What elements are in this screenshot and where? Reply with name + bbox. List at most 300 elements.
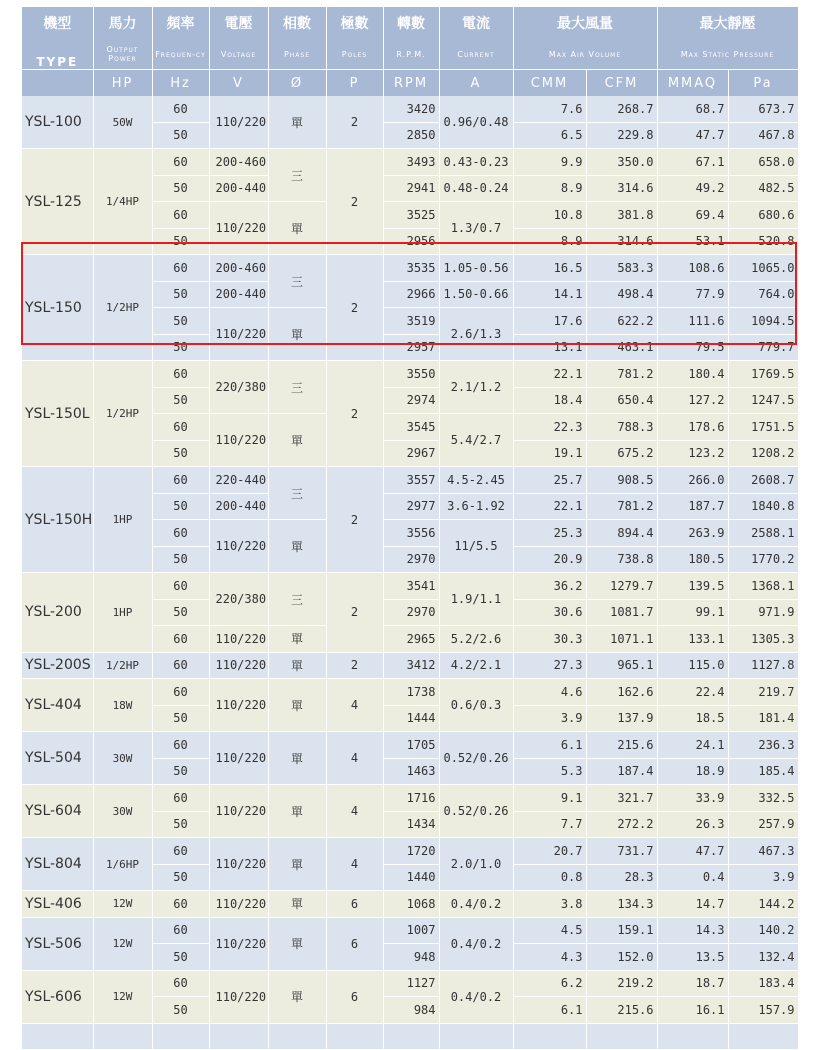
- pressure-pa: 1094.5: [728, 308, 798, 335]
- rpm: 2974: [383, 387, 439, 414]
- output-power: 1HP: [93, 573, 152, 653]
- frequency: 50: [152, 997, 209, 1024]
- phase: 單: [268, 202, 326, 255]
- rpm: 2941: [383, 175, 439, 202]
- poles: 6: [326, 970, 383, 1023]
- frequency: 60: [152, 361, 209, 388]
- model-group: [22, 679, 798, 732]
- rpm: 1127: [383, 970, 439, 997]
- current: [439, 1023, 513, 1050]
- rpm: 3412: [383, 652, 439, 679]
- pressure-pa: 140.2: [728, 917, 798, 944]
- table-row: [22, 467, 798, 494]
- model-group: [22, 361, 798, 467]
- voltage: 110/220: [209, 838, 268, 891]
- frequency: 60: [152, 255, 209, 282]
- air-cfm: 731.7: [586, 838, 657, 865]
- model-name: YSL-125: [22, 149, 93, 255]
- pressure-mmaq: 13.5: [657, 944, 728, 971]
- current: 0.6/0.3: [439, 679, 513, 732]
- rpm: 2970: [383, 546, 439, 573]
- model-group: [22, 838, 798, 891]
- pressure-mmaq: 111.6: [657, 308, 728, 335]
- pressure-pa: 1840.8: [728, 493, 798, 520]
- air-cmm: 8.9: [513, 228, 586, 255]
- model-name: [22, 1023, 93, 1050]
- frequency: 50: [152, 308, 209, 335]
- model-group: [22, 573, 798, 653]
- header-pressure-en: Max Static Pressure: [657, 39, 798, 69]
- air-cfm: 314.6: [586, 175, 657, 202]
- air-cmm: 22.1: [513, 361, 586, 388]
- rpm: 3545: [383, 414, 439, 441]
- air-cfm: 268.7: [586, 96, 657, 122]
- air-cmm: 7.7: [513, 811, 586, 838]
- pressure-pa: 144.2: [728, 891, 798, 918]
- rpm: 3535: [383, 255, 439, 282]
- air-cfm: 134.3: [586, 891, 657, 918]
- pressure-pa: 1769.5: [728, 361, 798, 388]
- voltage: 110/220: [209, 96, 268, 149]
- pressure-mmaq: 14.3: [657, 917, 728, 944]
- pressure-pa: 2588.1: [728, 520, 798, 547]
- output-power: 12W: [93, 970, 152, 1023]
- current: 1.50-0.66: [439, 281, 513, 308]
- table-row: [22, 970, 798, 997]
- pressure-mmaq: 127.2: [657, 387, 728, 414]
- header-type: 機型 TYPE: [22, 7, 93, 70]
- model-group: [22, 96, 798, 149]
- header-current-cn: 電流: [439, 7, 513, 39]
- current: 0.96/0.48: [439, 96, 513, 149]
- current: 2.6/1.3: [439, 308, 513, 361]
- frequency: 60: [152, 970, 209, 997]
- air-cmm: 19.1: [513, 440, 586, 467]
- voltage: 200-440: [209, 175, 268, 202]
- pressure-pa: 680.6: [728, 202, 798, 229]
- model-group: [22, 255, 798, 361]
- poles: 2: [326, 573, 383, 653]
- rpm: 2967: [383, 440, 439, 467]
- output-power: 18W: [93, 679, 152, 732]
- frequency: 50: [152, 811, 209, 838]
- air-cfm: 498.4: [586, 281, 657, 308]
- frequency: 60: [152, 652, 209, 679]
- pressure-mmaq: 180.5: [657, 546, 728, 573]
- current: 3.6-1.92: [439, 493, 513, 520]
- voltage: 220/380: [209, 361, 268, 414]
- frequency: 60: [152, 917, 209, 944]
- air-cfm: 1279.7: [586, 573, 657, 600]
- air-cmm: 22.3: [513, 414, 586, 441]
- header-rpm-unit: RPM: [383, 70, 439, 97]
- rpm: 1463: [383, 758, 439, 785]
- pressure-pa: 520.8: [728, 228, 798, 255]
- poles: [326, 1023, 383, 1050]
- header-freq-unit: Hz: [152, 70, 209, 97]
- current: 0.4/0.2: [439, 970, 513, 1023]
- poles: 4: [326, 838, 383, 891]
- air-cmm: 16.5: [513, 255, 586, 282]
- model-name: YSL-150: [22, 255, 93, 361]
- table-row: [22, 149, 798, 176]
- current: 1.9/1.1: [439, 573, 513, 626]
- poles: 6: [326, 917, 383, 970]
- air-cfm: 463.1: [586, 334, 657, 361]
- current: 0.43-0.23: [439, 149, 513, 176]
- header-pressure-cn: 最大靜壓: [657, 7, 798, 39]
- rpm: 2966: [383, 281, 439, 308]
- poles: 2: [326, 467, 383, 573]
- pressure-pa: 467.8: [728, 122, 798, 149]
- rpm: 1440: [383, 864, 439, 891]
- air-cmm: 4.6: [513, 679, 586, 706]
- current: 0.52/0.26: [439, 785, 513, 838]
- air-cmm: 6.2: [513, 970, 586, 997]
- rpm: 2965: [383, 626, 439, 653]
- output-power: 50W: [93, 96, 152, 149]
- pressure-mmaq: 49.2: [657, 175, 728, 202]
- header-power-en: Output Power: [93, 39, 152, 69]
- rpm: 3519: [383, 308, 439, 335]
- air-cfm: 229.8: [586, 122, 657, 149]
- voltage: 220/380: [209, 573, 268, 626]
- air-cmm: 20.7: [513, 838, 586, 865]
- pressure-mmaq: 16.1: [657, 997, 728, 1024]
- pressure-mmaq: 77.9: [657, 281, 728, 308]
- voltage: 200-460: [209, 255, 268, 282]
- table-row: [22, 1023, 798, 1050]
- model-name: YSL-150H: [22, 467, 93, 573]
- rpm: 3420: [383, 96, 439, 122]
- frequency: 60: [152, 149, 209, 176]
- model-name: YSL-404: [22, 679, 93, 732]
- rpm: 3493: [383, 149, 439, 176]
- phase: 單: [268, 838, 326, 891]
- current: 0.4/0.2: [439, 891, 513, 918]
- air-cmm: 18.4: [513, 387, 586, 414]
- frequency: 60: [152, 838, 209, 865]
- air-cfm: 215.6: [586, 997, 657, 1024]
- pressure-pa: 1770.2: [728, 546, 798, 573]
- header-phase-en: Phase: [268, 39, 326, 69]
- poles: 4: [326, 785, 383, 838]
- voltage: 200-440: [209, 281, 268, 308]
- phase: 三: [268, 149, 326, 202]
- pressure-pa: 1247.5: [728, 387, 798, 414]
- air-cfm: 381.8: [586, 202, 657, 229]
- pressure-mmaq: 180.4: [657, 361, 728, 388]
- pressure-mmaq: 133.1: [657, 626, 728, 653]
- pressure-pa: 3.9: [728, 864, 798, 891]
- air-cfm: 321.7: [586, 785, 657, 812]
- model-name: YSL-200: [22, 573, 93, 653]
- frequency: 50: [152, 122, 209, 149]
- current: 2.0/1.0: [439, 838, 513, 891]
- frequency: 60: [152, 732, 209, 759]
- pressure-mmaq: 47.7: [657, 838, 728, 865]
- poles: 4: [326, 679, 383, 732]
- pressure-pa: 658.0: [728, 149, 798, 176]
- output-power: [93, 1023, 152, 1050]
- model-name: YSL-506: [22, 917, 93, 970]
- pressure-pa: 132.4: [728, 944, 798, 971]
- rpm: 3525: [383, 202, 439, 229]
- pressure-pa: 1208.2: [728, 440, 798, 467]
- voltage: 110/220: [209, 202, 268, 255]
- header-cfm-unit: CFM: [586, 70, 657, 97]
- voltage: 110/220: [209, 970, 268, 1023]
- pressure-mmaq: 47.7: [657, 122, 728, 149]
- rpm: 1444: [383, 705, 439, 732]
- output-power: 1HP: [93, 467, 152, 573]
- model-group: [22, 917, 798, 970]
- phase: [268, 1023, 326, 1050]
- pressure-mmaq: 18.9: [657, 758, 728, 785]
- header-power-cn: 馬力: [93, 7, 152, 39]
- pressure-mmaq: 79.5: [657, 334, 728, 361]
- model-name: YSL-100: [22, 96, 93, 149]
- pressure-pa: 181.4: [728, 705, 798, 732]
- air-cmm: 7.6: [513, 96, 586, 122]
- model-name: YSL-150L: [22, 361, 93, 467]
- phase: 單: [268, 679, 326, 732]
- current: 5.4/2.7: [439, 414, 513, 467]
- current: 1.3/0.7: [439, 202, 513, 255]
- pressure-mmaq: 266.0: [657, 467, 728, 494]
- voltage: 110/220: [209, 891, 268, 918]
- frequency: 60: [152, 785, 209, 812]
- header-phase-cn: 相數: [268, 7, 326, 39]
- header-type-blank: [22, 70, 93, 97]
- phase: 三: [268, 573, 326, 626]
- voltage: 110/220: [209, 732, 268, 785]
- pressure-mmaq: 187.7: [657, 493, 728, 520]
- rpm: 1434: [383, 811, 439, 838]
- air-cfm: 908.5: [586, 467, 657, 494]
- rpm: 1068: [383, 891, 439, 918]
- model-group: [22, 732, 798, 785]
- air-cmm: 3.9: [513, 705, 586, 732]
- phase: 單: [268, 917, 326, 970]
- air-cfm: 1071.1: [586, 626, 657, 653]
- pressure-mmaq: 139.5: [657, 573, 728, 600]
- table-row: [22, 573, 798, 600]
- air-cfm: 162.6: [586, 679, 657, 706]
- pressure-mmaq: [657, 1023, 728, 1050]
- model-name: YSL-504: [22, 732, 93, 785]
- voltage: 110/220: [209, 414, 268, 467]
- pressure-pa: 257.9: [728, 811, 798, 838]
- pressure-pa: 219.7: [728, 679, 798, 706]
- air-cmm: 9.1: [513, 785, 586, 812]
- voltage: 110/220: [209, 785, 268, 838]
- air-cmm: 3.8: [513, 891, 586, 918]
- voltage: 200-460: [209, 149, 268, 176]
- pressure-pa: 157.9: [728, 997, 798, 1024]
- air-cmm: 30.6: [513, 599, 586, 626]
- current: 4.5-2.45: [439, 467, 513, 494]
- header-phase-unit: Ø: [268, 70, 326, 97]
- phase: 單: [268, 732, 326, 785]
- current: 0.4/0.2: [439, 917, 513, 970]
- header-volt-unit: V: [209, 70, 268, 97]
- table-row: [22, 679, 798, 706]
- phase: 單: [268, 970, 326, 1023]
- header-rpm-en: R.P.M.: [383, 39, 439, 69]
- pressure-pa: [728, 1023, 798, 1050]
- rpm: 3541: [383, 573, 439, 600]
- phase: 單: [268, 785, 326, 838]
- air-cfm: 738.8: [586, 546, 657, 573]
- air-cmm: 6.1: [513, 732, 586, 759]
- frequency: 50: [152, 599, 209, 626]
- air-cmm: 0.8: [513, 864, 586, 891]
- air-cfm: 272.2: [586, 811, 657, 838]
- pressure-pa: 1127.8: [728, 652, 798, 679]
- output-power: 1/2HP: [93, 255, 152, 361]
- table-row: [22, 891, 798, 918]
- poles: 2: [326, 652, 383, 679]
- frequency: 50: [152, 175, 209, 202]
- header-current-en: Current: [439, 39, 513, 69]
- header-cmm-unit: CMM: [513, 70, 586, 97]
- voltage: 110/220: [209, 308, 268, 361]
- air-cmm: 8.9: [513, 175, 586, 202]
- phase: 單: [268, 520, 326, 573]
- frequency: 50: [152, 440, 209, 467]
- rpm: [383, 1023, 439, 1050]
- frequency: 60: [152, 414, 209, 441]
- air-cmm: 9.9: [513, 149, 586, 176]
- spec-table-container: [22, 7, 798, 1050]
- frequency: 50: [152, 387, 209, 414]
- poles: 2: [326, 149, 383, 255]
- pressure-pa: 764.0: [728, 281, 798, 308]
- pressure-pa: 1305.3: [728, 626, 798, 653]
- air-cmm: 27.3: [513, 652, 586, 679]
- table-header: [22, 7, 798, 96]
- air-cmm: 14.1: [513, 281, 586, 308]
- rpm: 1705: [383, 732, 439, 759]
- table-row: [22, 652, 798, 679]
- voltage: 110/220: [209, 679, 268, 732]
- pressure-mmaq: 18.5: [657, 705, 728, 732]
- header-volt-en: Voltage: [209, 39, 268, 69]
- rpm: 2956: [383, 228, 439, 255]
- air-cfm: 781.2: [586, 361, 657, 388]
- output-power: 30W: [93, 785, 152, 838]
- air-cfm: 350.0: [586, 149, 657, 176]
- frequency: 60: [152, 202, 209, 229]
- frequency: 60: [152, 467, 209, 494]
- model-group: [22, 1023, 798, 1050]
- model-group: [22, 467, 798, 573]
- air-cmm: 5.3: [513, 758, 586, 785]
- air-cfm: 781.2: [586, 493, 657, 520]
- pressure-pa: 236.3: [728, 732, 798, 759]
- pressure-mmaq: 68.7: [657, 96, 728, 122]
- table-row: [22, 785, 798, 812]
- poles: 2: [326, 96, 383, 149]
- model-group: [22, 970, 798, 1023]
- output-power: 12W: [93, 891, 152, 918]
- rpm: 3550: [383, 361, 439, 388]
- model-name: YSL-804: [22, 838, 93, 891]
- model-name: YSL-406: [22, 891, 93, 918]
- rpm: 1738: [383, 679, 439, 706]
- table-row: [22, 255, 798, 282]
- frequency: 60: [152, 520, 209, 547]
- frequency: 50: [152, 758, 209, 785]
- output-power: 30W: [93, 732, 152, 785]
- air-cmm: 4.5: [513, 917, 586, 944]
- model-group: [22, 891, 798, 918]
- pressure-mmaq: 22.4: [657, 679, 728, 706]
- header-volt-cn: 電壓: [209, 7, 268, 39]
- pressure-pa: 332.5: [728, 785, 798, 812]
- header-air-cn: 最大風量: [513, 7, 657, 39]
- pressure-mmaq: 69.4: [657, 202, 728, 229]
- pressure-pa: 1368.1: [728, 573, 798, 600]
- model-name: YSL-604: [22, 785, 93, 838]
- pressure-mmaq: 108.6: [657, 255, 728, 282]
- header-poles-en: Poles: [326, 39, 383, 69]
- frequency: 60: [152, 573, 209, 600]
- phase: 三: [268, 467, 326, 520]
- frequency: 60: [152, 679, 209, 706]
- output-power: 12W: [93, 917, 152, 970]
- phase: 單: [268, 96, 326, 149]
- pressure-mmaq: 53.1: [657, 228, 728, 255]
- voltage: [209, 1023, 268, 1050]
- air-cmm: 20.9: [513, 546, 586, 573]
- header-rpm-cn: 轉數: [383, 7, 439, 39]
- pressure-pa: 185.4: [728, 758, 798, 785]
- air-cmm: 6.1: [513, 997, 586, 1024]
- output-power: 1/2HP: [93, 652, 152, 679]
- air-cmm: 36.2: [513, 573, 586, 600]
- pressure-pa: 779.7: [728, 334, 798, 361]
- frequency: 50: [152, 228, 209, 255]
- table-row: [22, 96, 798, 122]
- rpm: 2850: [383, 122, 439, 149]
- header-freq-cn: 頻率: [152, 7, 209, 39]
- air-cfm: 583.3: [586, 255, 657, 282]
- frequency: [152, 1023, 209, 1050]
- air-cfm: 965.1: [586, 652, 657, 679]
- air-cfm: 219.2: [586, 970, 657, 997]
- voltage: 110/220: [209, 626, 268, 653]
- frequency: 60: [152, 891, 209, 918]
- air-cfm: [586, 1023, 657, 1050]
- pressure-pa: 1065.0: [728, 255, 798, 282]
- header-mmaq-unit: MMAQ: [657, 70, 728, 97]
- output-power: 1/6HP: [93, 838, 152, 891]
- current: 1.05-0.56: [439, 255, 513, 282]
- pressure-pa: 2608.7: [728, 467, 798, 494]
- pressure-mmaq: 263.9: [657, 520, 728, 547]
- header-freq-en: Frequen-cy: [152, 39, 209, 69]
- pressure-mmaq: 99.1: [657, 599, 728, 626]
- frequency: 60: [152, 96, 209, 122]
- output-power: 1/4HP: [93, 149, 152, 255]
- frequency: 50: [152, 493, 209, 520]
- voltage: 110/220: [209, 652, 268, 679]
- frequency: 50: [152, 944, 209, 971]
- air-cmm: [513, 1023, 586, 1050]
- rpm: 984: [383, 997, 439, 1024]
